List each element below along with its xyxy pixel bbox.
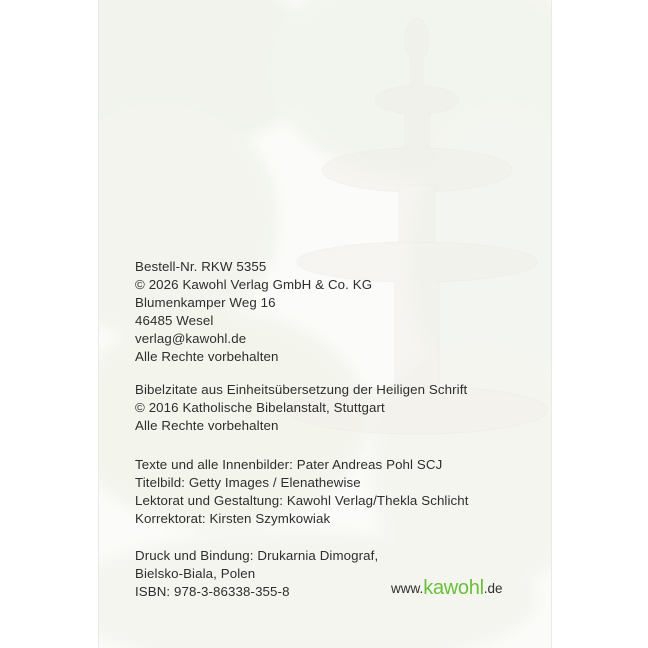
bible-source: Bibelzitate aus Einheitsübersetzung der Heiligen Schrift bbox=[135, 382, 468, 397]
credit-cover: Titelbild: Getty Images / Elenathewise bbox=[135, 475, 361, 490]
website-suffix: .de bbox=[483, 581, 503, 596]
printer: Druck und Bindung: Drukarnia Dimograf, bbox=[135, 548, 379, 563]
website-logo bbox=[391, 576, 503, 599]
bible-copyright: © 2016 Katholische Bibelanstalt, Stuttgart bbox=[135, 400, 385, 415]
email-address: verlag@kawohl.de bbox=[135, 331, 247, 346]
copyright-publisher: © 2026 Kawohl Verlag GmbH & Co. KG bbox=[135, 277, 373, 292]
credit-editing: Lektorat und Gestaltung: Kawohl Verlag/Thekla Schlicht bbox=[135, 493, 469, 508]
website-prefix: www. bbox=[391, 581, 424, 596]
credit-proofreading: Korrektorat: Kirsten Szymkowiak bbox=[135, 511, 331, 526]
imprint-page bbox=[98, 0, 552, 648]
credits-info bbox=[135, 456, 469, 528]
publisher-info bbox=[135, 258, 372, 366]
kawohl-brand-logo: kawohl bbox=[423, 577, 484, 599]
bible-citation-info bbox=[135, 381, 467, 435]
printer-location: Bielsko-Biala, Polen bbox=[135, 566, 256, 581]
bible-rights-reserved: Alle Rechte vorbehalten bbox=[135, 418, 279, 433]
isbn: ISBN: 978-3-86338-355-8 bbox=[135, 584, 290, 599]
street-address: Blumenkamper Weg 16 bbox=[135, 295, 276, 310]
order-number: Bestell-Nr. RKW 5355 bbox=[135, 259, 267, 274]
print-info bbox=[135, 547, 378, 601]
credit-texts: Texte und alle Innenbilder: Pater Andreas Pohl SCJ bbox=[135, 457, 443, 472]
postal-city: 46485 Wesel bbox=[135, 313, 214, 328]
rights-reserved: Alle Rechte vorbehalten bbox=[135, 349, 279, 364]
